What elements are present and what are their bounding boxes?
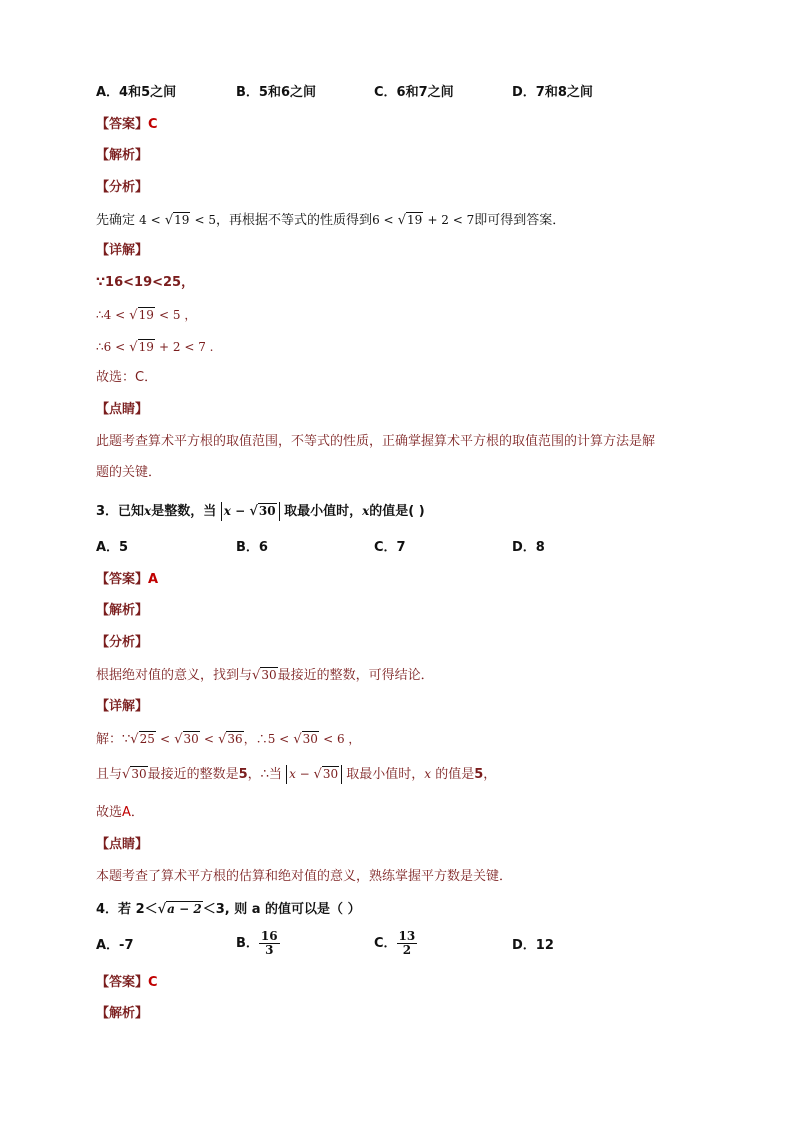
sqrt-expression: √19: [397, 213, 423, 228]
q2-option-d: D．7和8之间: [512, 85, 593, 100]
q3-stem: 3．已知x是整数，当 x − √30 取最小值时，x的值是( ): [96, 504, 425, 519]
q2-answer: [96, 116, 158, 134]
q3-jiexi-heading: 【解析】: [96, 603, 149, 618]
q3-option-b: B．6: [236, 540, 268, 555]
q3-option-c: C．7: [374, 540, 406, 555]
answer-label: 【答案】: [96, 572, 149, 587]
q4-answer: [96, 974, 158, 992]
math-text: 4 <: [139, 213, 161, 227]
q2-dianjing-heading: 【点睛】: [96, 402, 149, 417]
answer-label: 【答案】: [96, 117, 149, 132]
q3-fenxi-heading: 【分析】: [96, 635, 149, 650]
q3-xiangjie-heading: 【详解】: [96, 699, 149, 714]
q2-xiangjie-heading: 【详解】: [96, 243, 149, 258]
q3-analysis: 根据绝对值的意义，找到与√30最接近的整数，可得结论．: [96, 668, 434, 683]
answer-value: C: [148, 975, 158, 990]
math-text: + 2 < 7: [427, 213, 475, 227]
answer-value: C: [148, 117, 158, 132]
q3-solution-line-1: 解：∵√25 < √30 < √36，∴5 < √30 < 6 ，: [96, 732, 361, 747]
q2-fenxi-heading: 【分析】: [96, 180, 149, 195]
q2-option-b: B．5和6之间: [236, 85, 316, 100]
q2-step-1: ∵16<19<25，: [96, 275, 195, 290]
q4-option-a: A．-7: [96, 938, 134, 953]
absolute-value-expression: x − √30: [286, 765, 342, 784]
q2-jiexi-heading: 【解析】: [96, 148, 149, 163]
q4-option-c: C． $\frac{13}{2}$: [374, 929, 416, 957]
sqrt-expression: √19: [164, 213, 190, 228]
q3-comment: 本题考查了算术平方根的估算和绝对值的意义，熟练掌握平方数是关键．: [96, 869, 513, 884]
q4-option-d: D．12: [512, 938, 554, 953]
sqrt-expression: √19: [129, 340, 154, 355]
q3-answer: [96, 571, 158, 589]
analysis-text: 即可得到答案．: [474, 213, 566, 228]
q3-dianjing-heading: 【点睛】: [96, 837, 149, 852]
math-text: 6 <: [372, 213, 394, 227]
fraction: $\frac{16}{3}$: [260, 929, 278, 957]
q3-option-d: D．8: [512, 540, 545, 555]
sqrt-expression: √19: [129, 308, 154, 323]
q2-step-2: ∴4 < √19 < 5 ，: [96, 308, 197, 323]
analysis-text: 先确定: [96, 213, 136, 228]
q2-option-a: A．4和5之间: [96, 85, 177, 100]
answer-label: 【答案】: [96, 975, 149, 990]
answer-value: A: [148, 572, 159, 587]
q3-choose: 故选A．: [96, 805, 144, 820]
q2-choose: 故选：C．: [96, 370, 158, 385]
q2-analysis: [96, 211, 565, 230]
analysis-text: ，再根据不等式的性质得到: [216, 213, 373, 228]
q3-solution-line-2: 且与√30最接近的整数是5，∴当 x − √30 取最小值时，x 的值是5，: [96, 767, 497, 782]
q4-jiexi-heading: 【解析】: [96, 1006, 149, 1021]
q4-option-b: B． $\frac{16}{3}$: [236, 929, 278, 957]
math-text: < 5: [194, 213, 217, 227]
q4-stem: 4．若 2＜√a − 2＜3, 则 a 的值可以是（ ）: [96, 902, 361, 917]
q3-option-a: A．5: [96, 540, 129, 555]
q2-option-c: C．6和7之间: [374, 85, 454, 100]
q2-step-3: ∴6 < √19 + 2 < 7 .: [96, 340, 214, 355]
fraction: $\frac{13}{2}$: [398, 929, 416, 957]
q2-comment-line-2: 题的关键．: [96, 465, 162, 480]
q2-comment-line-1: 此题考查算术平方根的取值范围，不等式的性质，正确掌握算术平方根的取值范围的计算方法是解: [96, 434, 656, 449]
absolute-value-expression: x − √30: [221, 502, 280, 521]
